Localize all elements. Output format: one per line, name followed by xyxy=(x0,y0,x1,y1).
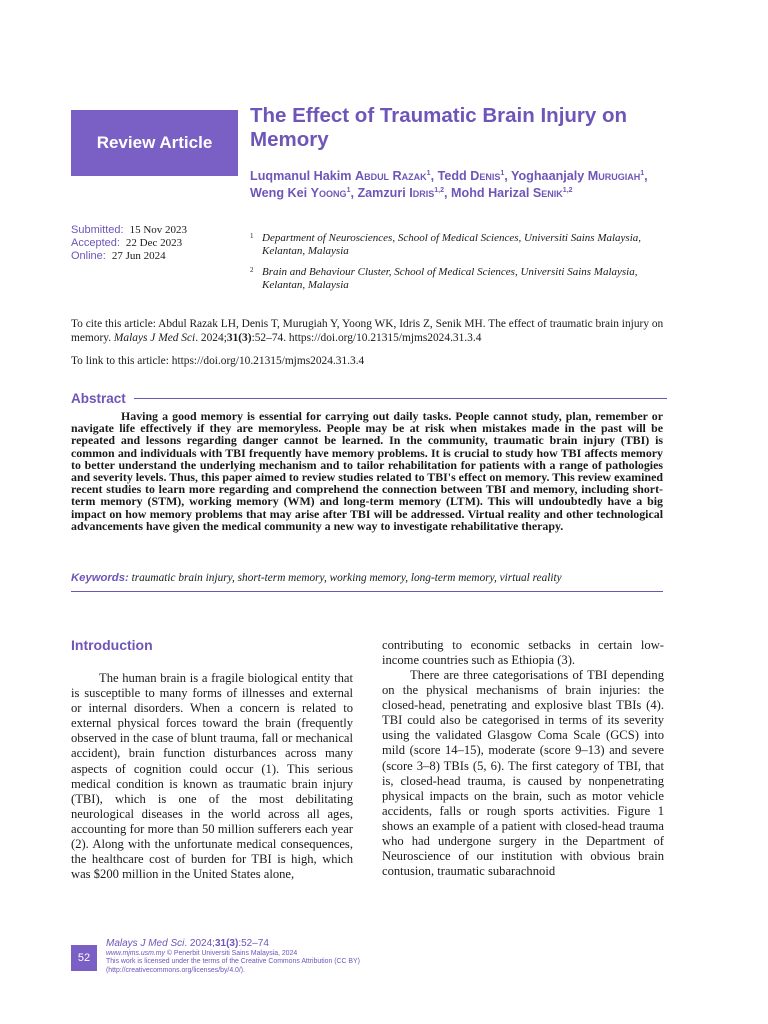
article-dates xyxy=(71,224,187,263)
keywords-rule xyxy=(71,591,663,592)
affiliation-1: 1 Department of Neurosciences, School of Medical Sciences, Universiti Sains Malaysia, Kelantan, Malaysia xyxy=(250,232,642,257)
accepted-date: Accepted: 22 Dec 2023 xyxy=(71,237,183,249)
doi-link[interactable]: To link to this article: https://doi.org/10.21315/mjms2024.31.3.4 xyxy=(71,355,365,367)
author: Tedd Denis$^1$ xyxy=(437,169,505,183)
page-footer: Malays J Med Sci. 2024;31(3):52–74 www.mjms.usm.my © Penerbit Universiti Sains Malaysia, 2024 This work is licensed under the terms of the Creative Commons Attribution (CC BY) (http://creativecommons.org/licenses/by/4.0/). xyxy=(106,938,526,975)
affiliation-2: 2 Brain and Behaviour Cluster, School of Medical Sciences, Universiti Sains Malaysia, Kelantan, Malaysia xyxy=(250,266,638,291)
author: Yoghaanjaly Murugiah$^1$ xyxy=(511,169,645,183)
author: Zamzuri Idris$^{1,2}$ xyxy=(357,185,445,200)
abstract-text: Having a good memory is essential for carrying out daily tasks. People cannot study, plan, remember or navigate life effectively if they are memoryless. People may be at risk when mistakes made in the past will be repeated and lessons regarding danger cannot be learned. In the community, traumatic brain injury (TBI) is common and individuals with TBI frequently have memory problems. It is crucial to study how TBI affects memory to better understand the underlying mechanism and to tailor rehabilitation for patients with a range of pathologies and severity levels. Thus, this paper aimed to review studies related to TBI's effect on memory. This review examined recent studies to learn more regarding and comprehend the connection between TBI and memory, including short-term memory (STM), working memory (WM) and long-term memory (LTM). This will undoubtedly have a big impact on how memory problems that may arise after TBI will be addressed. Virtual reality and other technological advancements have given the medical community a new way to investigate rehabilitative therapy. xyxy=(71,409,663,533)
citation: To cite this article: Abdul Razak LH, Denis T, Murugiah Y, Yoong WK, Idris Z, Senik MH. The effect of traumatic brain injury on memory. Malays J Med Sci. 2024;31(3):52–74. https://doi.org/10.21315/mjms2024.31.3.4 xyxy=(71,318,664,344)
license-link[interactable]: (http://creativecommons.org/licenses/by/4.0/). xyxy=(106,966,246,974)
article-title: The Effect of Traumatic Brain Injury on Memory xyxy=(250,104,628,151)
page-number: 52 xyxy=(71,945,97,971)
author-list: Luqmanul Hakim Abdul Razak$^1$, Tedd Denis$^1$, Yoghaanjaly Murugiah$^1$, Weng Kei Yoong$^1$, Zamzuri Idris$^{1,2}$, Mohd Harizal Senik$^{1,2}$ xyxy=(250,169,648,200)
abstract-heading: Abstract xyxy=(71,391,667,406)
keywords: Keywords: traumatic brain injury, short-term memory, working memory, long-term memory, virtual reality xyxy=(71,572,562,584)
author: Luqmanul Hakim Abdul Razak$^1$ xyxy=(250,169,431,183)
author: Mohd Harizal Senik$^{1,2}$ xyxy=(451,185,573,200)
body-column-left: The human brain is a fragile biological entity that is susceptible to many forms of illnesses and external or internal disorders. When a concern is related to external physical forces toward the brain (frequently observed in the case of blunt trauma, fall or mechanical accident), brain function disturbances across many aspects of cognition could occur (1). This serious medical condition is known as traumatic brain injury (TBI), which is one of the most debilitating neurological diseases in the world across all ages, accounting for more than 50 million sufferers each year (2). Along with the unfortunate medical consequences, the healthcare cost of burden for TBI is high, which was $200 million in the United States alone, xyxy=(71,671,353,882)
submitted-date: Submitted: 15 Nov 2023 xyxy=(71,224,188,236)
author: Weng Kei Yoong$^1$ xyxy=(250,185,351,200)
article-type-text: Review Article xyxy=(96,133,213,152)
article-type-label xyxy=(71,110,238,176)
body-column-right: There are three categorisations of TBI depending on the physical mechanisms of brain injuries: the closed-head, penetrating and explosive blast TBIs (4). TBI could also be categorised in terms of its severity using the validated Glasgow Coma Scale (GCS) into mild (score 14–15), moderate (score 9–13) and severe (score 3–8) TBIs (5, 6). The first category of TBI, that is, closed-head trauma, is caused by nonpenetrating physical impacts on the brain, such as motor vehicle accidents, falls or rough sports activities. Figure 1 shows an example of a patient with closed-head trauma who had undergone surgery in the Department of Neuroscience of our institution with obvious brain contusion, traumatic subarachnoid xyxy=(382,668,664,879)
online-date: Online: 27 Jun 2024 xyxy=(71,250,166,262)
abstract-rule xyxy=(134,398,667,399)
journal-site-link[interactable]: www.mjms.usm.my xyxy=(106,950,165,957)
introduction-heading: Introduction xyxy=(71,637,153,653)
body-column-right-top: contributing to economic setbacks in certain low-income countries such as Ethiopia (3). xyxy=(382,638,664,668)
